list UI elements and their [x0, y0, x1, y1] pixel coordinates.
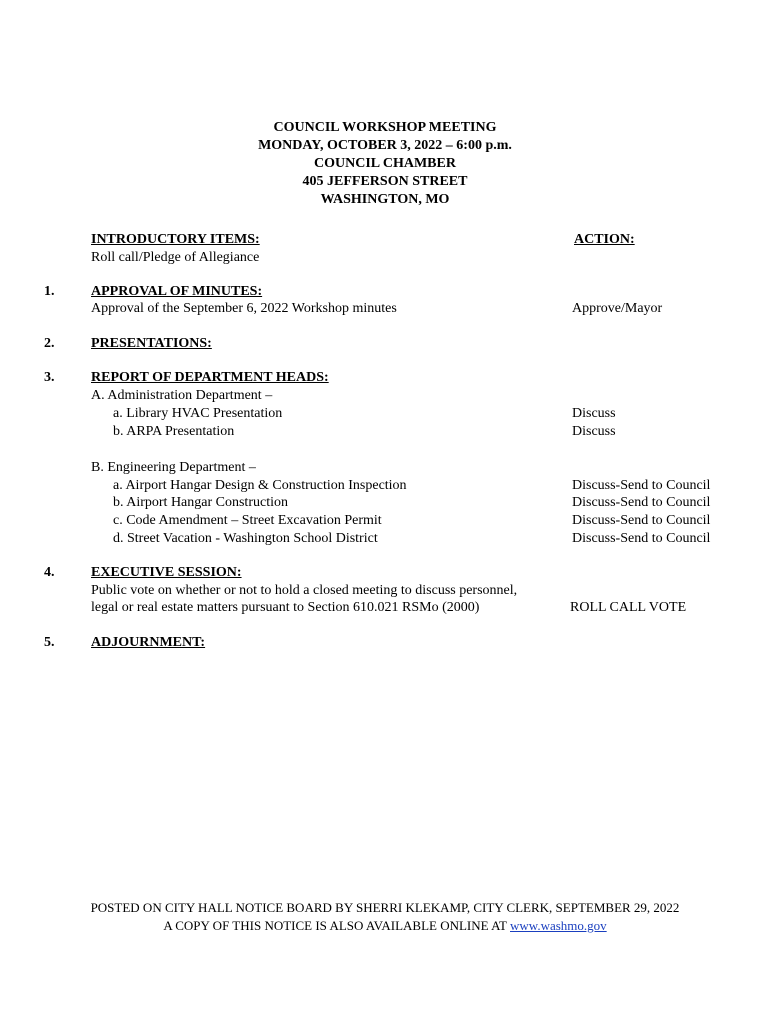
- section-number-2: 2.: [44, 336, 55, 351]
- list-item: c. Code Amendment – Street Excavation Permit: [113, 513, 382, 528]
- list-item-action: Discuss-Send to Council: [572, 531, 711, 546]
- online-notice-line: [0, 917, 770, 935]
- meeting-address: 405 JEFFERSON STREET: [302, 174, 468, 189]
- approval-action: Approve/Mayor: [572, 301, 663, 316]
- meeting-date: MONDAY, OCTOBER 3, 2022 – 6:00 p.m.: [258, 138, 512, 153]
- executive-session-text-1: Public vote on whether or not to hold a closed meeting to discuss personnel,: [91, 583, 518, 598]
- posting-notice: [0, 899, 770, 935]
- list-item-action: Discuss-Send to Council: [572, 513, 711, 528]
- meeting-city: WASHINGTON, MO: [320, 192, 450, 207]
- list-item: a. Airport Hangar Design & Construction Inspection: [113, 478, 407, 493]
- list-item: b. Airport Hangar Construction: [113, 495, 288, 510]
- adjournment-heading: ADJOURNMENT:: [91, 635, 206, 650]
- executive-session-action: ROLL CALL VOTE: [570, 600, 687, 615]
- section-number-3: 3.: [44, 370, 55, 385]
- list-item: a. Library HVAC Presentation: [113, 406, 283, 421]
- executive-session-text-2: legal or real estate matters pursuant to Section 610.021 RSMo (2000): [91, 600, 480, 615]
- section-number-1: 1.: [44, 284, 55, 299]
- admin-dept-heading: A. Administration Department –: [91, 388, 273, 403]
- section-number-4: 4.: [44, 565, 55, 580]
- meeting-location: COUNCIL CHAMBER: [314, 156, 456, 171]
- list-item-action: Discuss: [572, 406, 616, 421]
- presentations-heading: PRESENTATIONS:: [91, 336, 212, 351]
- posting-line: POSTED ON CITY HALL NOTICE BOARD BY SHERRI KLEKAMP, CITY CLERK, SEPTEMBER 29, 2022: [90, 900, 680, 915]
- online-notice-text: A COPY OF THIS NOTICE IS ALSO AVAILABLE ONLINE AT: [163, 918, 511, 933]
- section-number-5: 5.: [44, 635, 55, 650]
- engineering-dept-heading: B. Engineering Department –: [91, 460, 256, 475]
- website-link[interactable]: www.washmo.gov: [510, 918, 607, 933]
- list-item-action: Discuss-Send to Council: [572, 478, 711, 493]
- list-item: d. Street Vacation - Washington School District: [113, 531, 378, 546]
- action-column-heading: ACTION:: [574, 232, 635, 247]
- approval-heading: APPROVAL OF MINUTES:: [91, 284, 263, 299]
- dept-heads-heading: REPORT OF DEPARTMENT HEADS:: [91, 370, 329, 385]
- intro-item: Roll call/Pledge of Allegiance: [91, 250, 260, 265]
- list-item-action: Discuss-Send to Council: [572, 495, 711, 510]
- meeting-header: [0, 119, 770, 209]
- meeting-title: COUNCIL WORKSHOP MEETING: [273, 120, 497, 135]
- intro-heading: INTRODUCTORY ITEMS:: [91, 232, 260, 247]
- list-item: b. ARPA Presentation: [113, 424, 235, 439]
- executive-session-heading: EXECUTIVE SESSION:: [91, 565, 242, 580]
- list-item-action: Discuss: [572, 424, 616, 439]
- approval-item: Approval of the September 6, 2022 Workshop minutes: [91, 301, 397, 316]
